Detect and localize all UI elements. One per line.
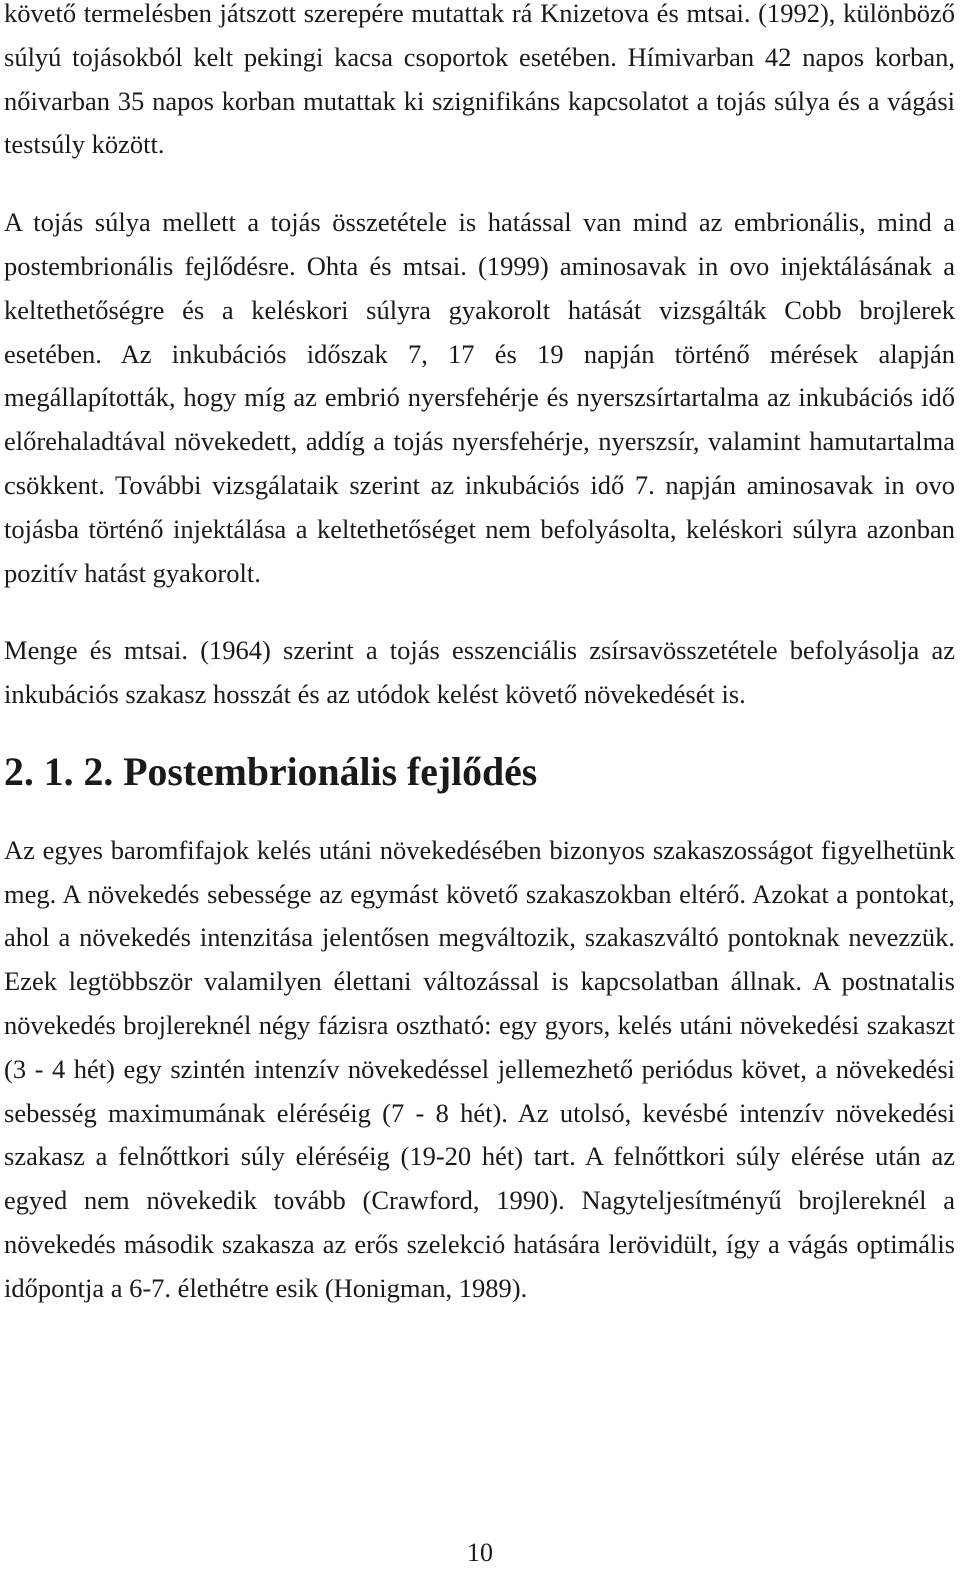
paragraph-egg-composition: A tojás súlya mellett a tojás összetétele is hatással van mind az embrionális, mind a postembrionális fejlődésre. Ohta és mtsai. (1999) aminosavak in ovo injektálásának a keltethetőségre és a keléskori súlyra gyakorolt hatását vizsgálták Cobb brojlerek esetében. Az inkubációs időszak 7, 17 és 19 napján történő mérések alapján megállapították, hogy míg az embrió nyersfehérje és nyerszsírtartalma az inkubációs idő előrehaladtával növekedett, addíg a tojás nyersfehérje, nyerszsír, valamint hamutartalma csökkent. További vizsgálataik szerint az inkubációs idő 7. napján aminosavak in ovo tojásba történő injektálása a keltethetőséget nem befolyásolta, keléskori súlyra azonban pozitív hatást gyakorolt. bbox=[4, 207, 955, 588]
paragraph-continuation: követő termelésben játszott szerepére mutattak rá Knizetova és mtsai. (1992), különböző súlyú tojásokból kelt pekingi kacsa csoportok esetében. Hímivarban 42 napos korban, nőivarban 35 napos korban mutattak ki szignifikáns kapcsolatot a tojás súlya és a vágási testsúly között. bbox=[4, 0, 955, 160]
section-heading: 2. 1. 2. Postembrionális fejlődés bbox=[4, 749, 538, 794]
paragraph-postembryonic: Az egyes baromfifajok kelés utáni növekedésében bizonyos szakaszosságot figyelhetünk meg. A növekedés sebessége az egymást követő szakaszokban eltérő. Azokat a pontokat, ahol a növekedés intenzitása jelentősen megváltozik, szakaszváltó pontoknak nevezzük. Ezek legtöbbször valamilyen élettani változással is kapcsolatban állnak. A postnatalis növekedés brojlereknél négy fázisra osztható: egy gyors, kelés utáni növekedési szakaszt (3 - 4 hét) egy szintén intenzív növekedéssel jellemezhető periódus követ, a növekedési sebesség maximumának eléréséig (7 - 8 hét). Az utolsó, kevésbé intenzív növekedési szakasz a felnőttkori súly eléréséig (19-20 hét) tart. A felnőttkori súly elérése után az egyed nem növekedik tovább (Crawford, 1990). Nagyteljesítményű brojlereknél a növekedés második szakasza az erős szelekció hatására lerövidült, így a vágás optimális időpontja a 6-7. élethétre esik (Honigman, 1989). bbox=[4, 834, 955, 1303]
paragraph-fatty-acids: Menge és mtsai. (1964) szerint a tojás esszenciális zsírsavösszetétele befolyásolja az inkubációs szakasz hosszát és az utódok kelést követő növekedését is. bbox=[4, 635, 955, 710]
page-number: 10 bbox=[467, 1538, 493, 1567]
document-page bbox=[4, 0, 955, 1311]
